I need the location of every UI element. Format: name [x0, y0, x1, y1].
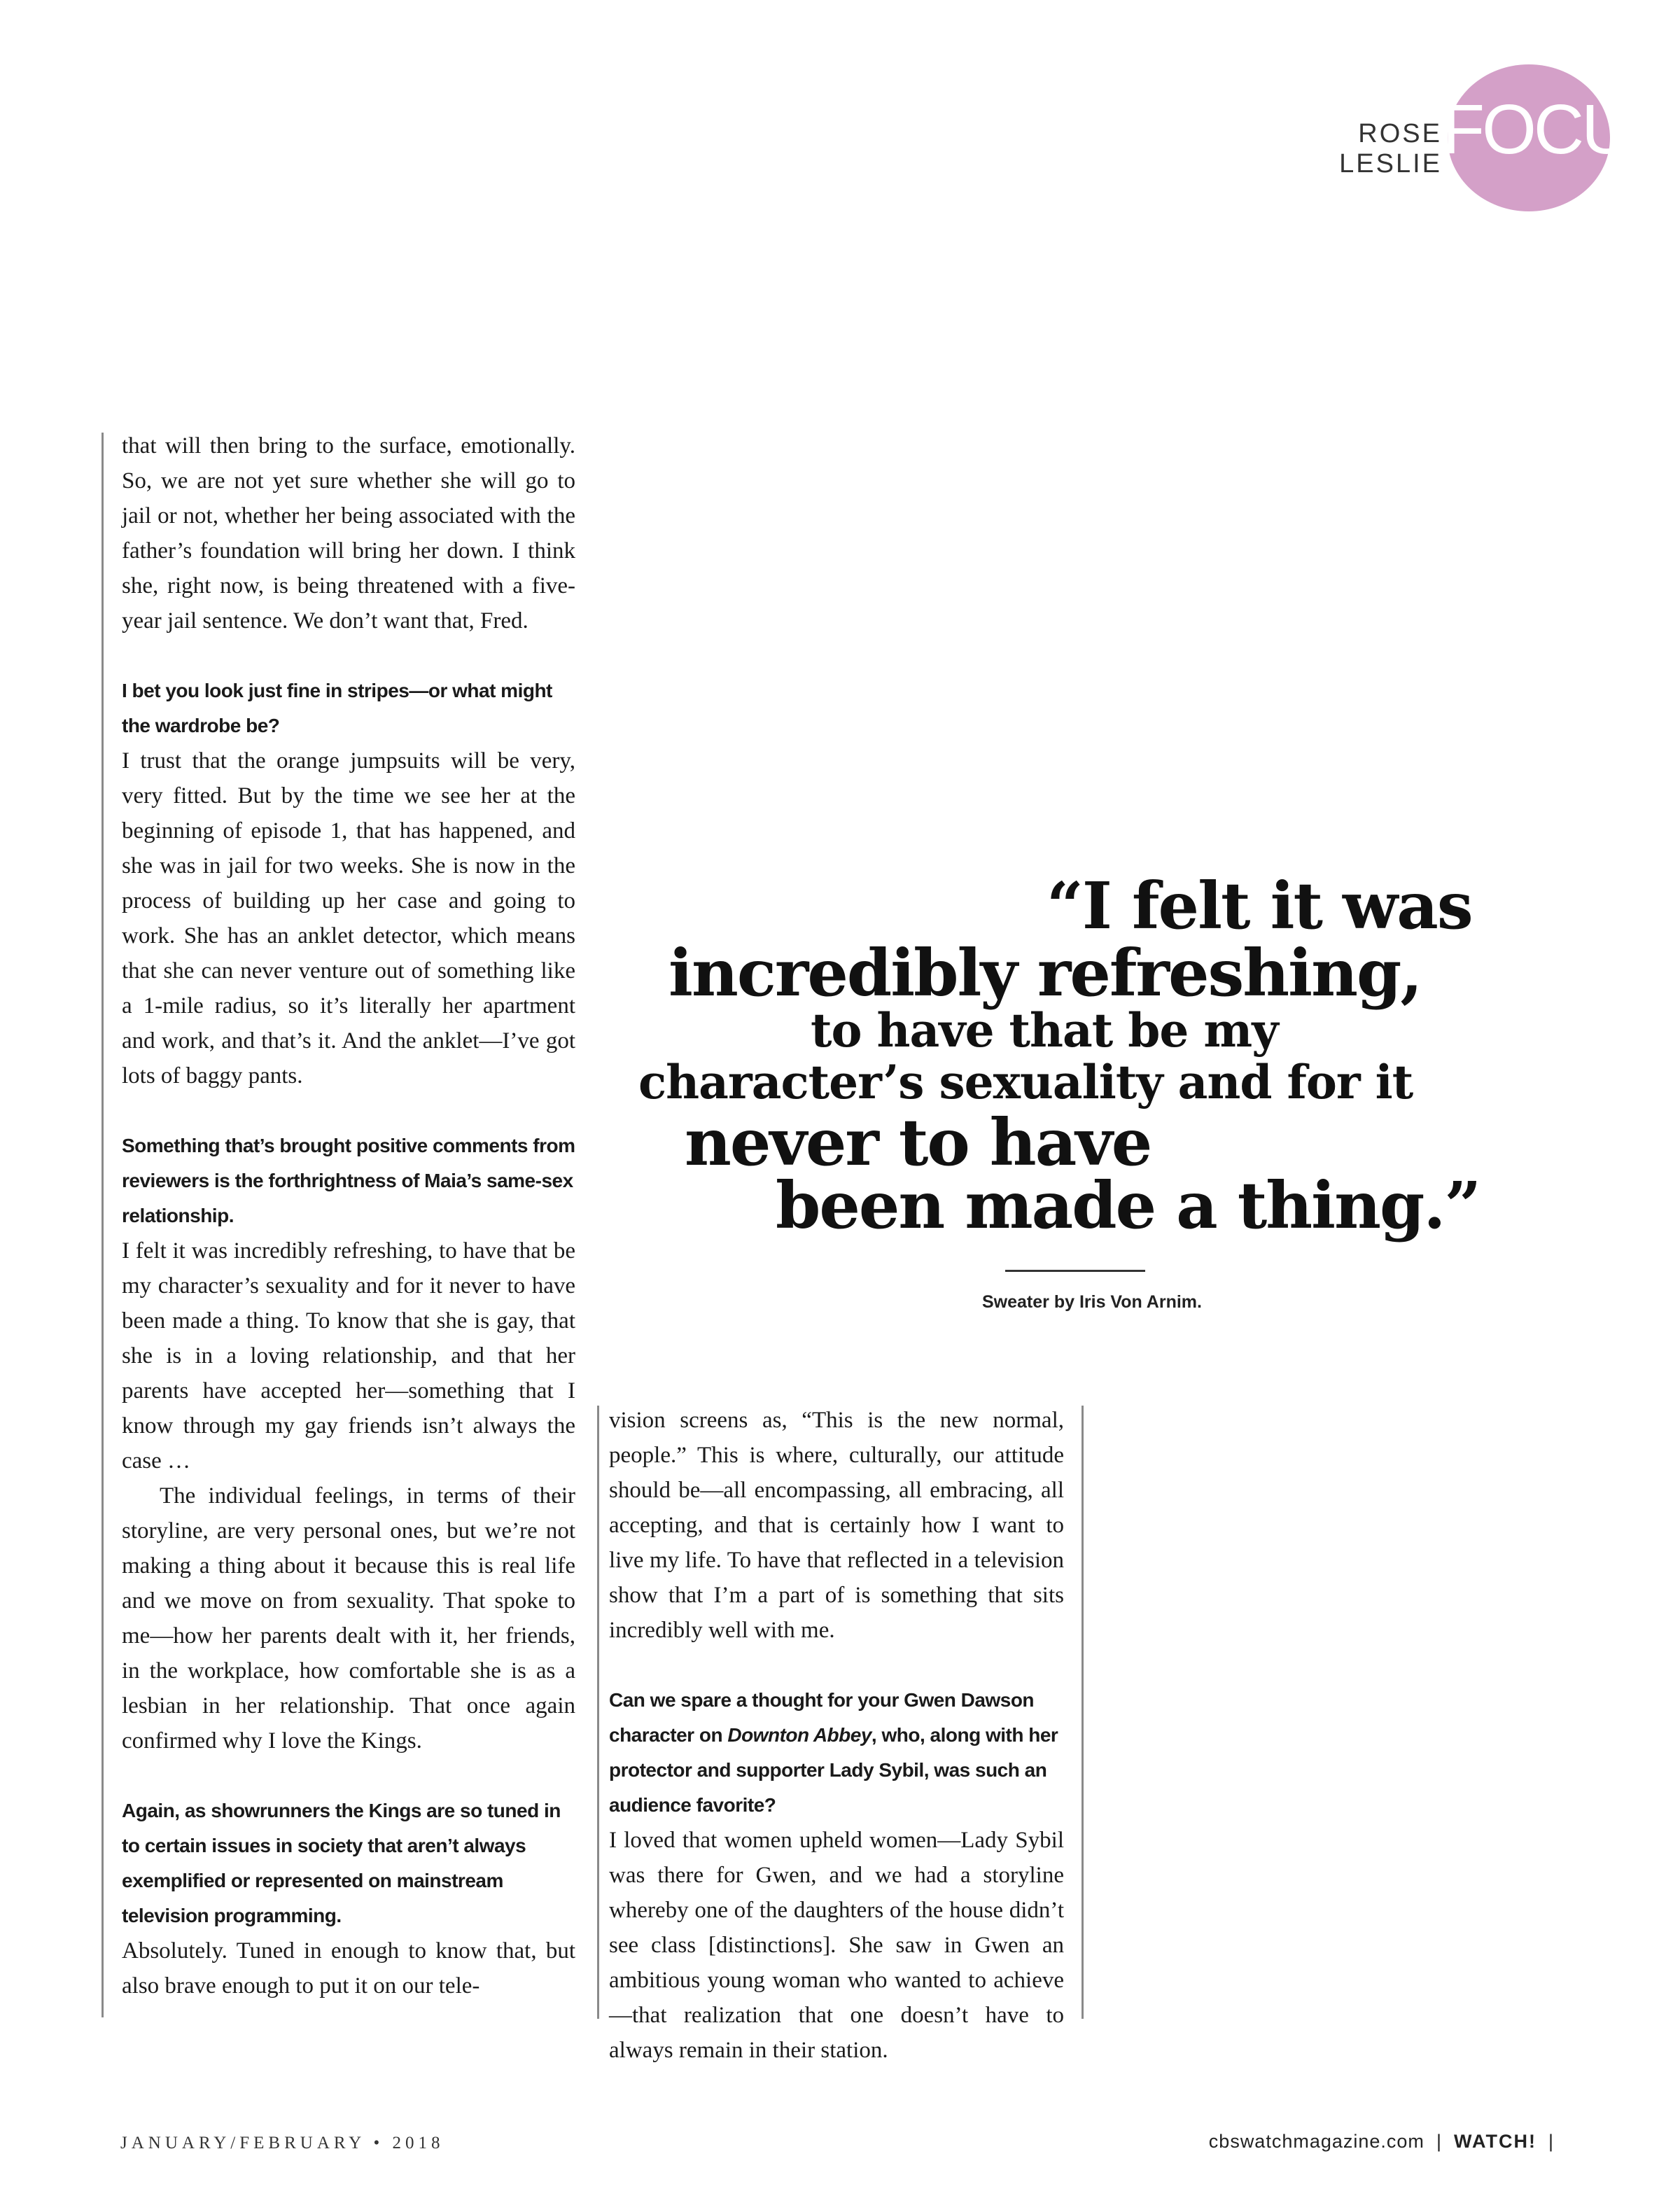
interview-question — [609, 1683, 1064, 1823]
pull-quote-line: incredibly refreshing, — [668, 935, 1422, 1011]
right-column-rule-left — [597, 1406, 599, 2019]
body-paragraph: that will then bring to the surface, emotionally. So, we are not yet sure whether she will go to jail or not, whether her being associated with the father’s foundation will bring her down. I think she, right now, is being threatened with a five-year jail sentence. We don’t want that, Fred. — [122, 433, 575, 634]
body-paragraph: I felt it was incredibly refreshing, to have that be my character’s sexuality and for it never to have been made a thing. To know that she is gay, that she is in a loving relationship, and that her parents have accepted her—something that I know through my gay friends isn’t always the case … — [122, 1238, 575, 1474]
body-paragraph: I trust that the orange jumpsuits will be very, very fitted. But by the time we see her at the beginning of episode 1, that has happened, and she was in jail for two weeks. She is now in the process of building up her case and going to work. She has an anklet detector, which means that she can never venture out of something like a 1-mile radius, so it’s literally her apartment and work, and that’s it. And the anklet—I’ve got lots of baggy pants. — [122, 748, 575, 1088]
interview-question: I bet you look just fine in stripes—or what might the wardrobe be? — [122, 680, 552, 736]
section-label: ROSE LESLIE — [1339, 119, 1442, 178]
focus-badge-text: FOCUS — [1442, 90, 1673, 169]
right-column-rule-right — [1082, 1406, 1084, 2019]
question-text: , who, along with her protector and supporter Lady Sybil, was such an audience favorite? — [609, 1724, 1058, 1816]
interview-question: Something that’s brought positive comments from reviewers is the forthrightness of Maia’s same-sex relationship. — [122, 1135, 575, 1226]
pull-quote-line: been made a thing.” — [776, 1168, 1480, 1243]
brand-name: WATCH! — [1453, 2131, 1536, 2152]
right-column — [609, 1403, 1064, 2068]
footer-credit — [1209, 2131, 1554, 2152]
body-paragraph: Absolutely. Tuned in enough to know that, but also brave enough to put it on our tele- — [122, 1938, 575, 1998]
body-paragraph: I loved that women upheld women—Lady Sybil was there for Gwen, and we had a storyline whereby one of the daughters of the house didn’t see class [distinctions]. She saw in Gwen an ambitious young woman who wanted to achieve—that realization that one doesn’t have to always remain in their station. — [609, 1828, 1064, 2063]
footer-separator: | — [1548, 2131, 1554, 2152]
pull-quote-line: character’s sexuality and for it — [638, 1055, 1413, 1110]
pull-quote-line: “I felt it was — [1046, 868, 1472, 944]
body-paragraph: vision screens as, “This is the new normal, people.” This is where, culturally, our attitude should be—all encompassing, all embracing, all accepting, and that is certainly how I want to live my life. To have that reflected in a television show that I’m a part of is something that sits incredibly well with me. — [609, 1408, 1064, 1643]
interview-question: Again, as showrunners the Kings are so tuned in to certain issues in society that aren’t always exemplified or represented on mainstream television programming. — [122, 1800, 561, 1926]
left-column-rule — [102, 433, 104, 2017]
question-text: Can we spare a thought for your Gwen Dawson character on — [609, 1689, 1035, 1746]
pull-quote-line: never to have — [685, 1105, 1152, 1180]
show-title: Downton Abbey — [727, 1724, 872, 1746]
caption-divider — [1005, 1270, 1145, 1272]
left-column — [122, 428, 575, 2003]
website-link[interactable]: cbswatchmagazine.com — [1208, 2131, 1424, 2152]
footer-separator: | — [1436, 2131, 1442, 2152]
body-paragraph: The individual feelings, in terms of their storyline, are very personal ones, but we’re not making a thing about it because this is real life and we move on from sexuality. That spoke to me—how her parents dealt with it, her friends, in the workplace, how comfortable she is as a lesbian in her relationship. That once again confirmed why I love the Kings. — [122, 1483, 575, 1754]
photo-caption: Sweater by Iris Von Arnim. — [982, 1292, 1202, 1312]
pull-quote-line: to have that be my — [811, 1003, 1278, 1058]
issue-date: JANUARY/FEBRUARY • 2018 — [120, 2134, 444, 2152]
